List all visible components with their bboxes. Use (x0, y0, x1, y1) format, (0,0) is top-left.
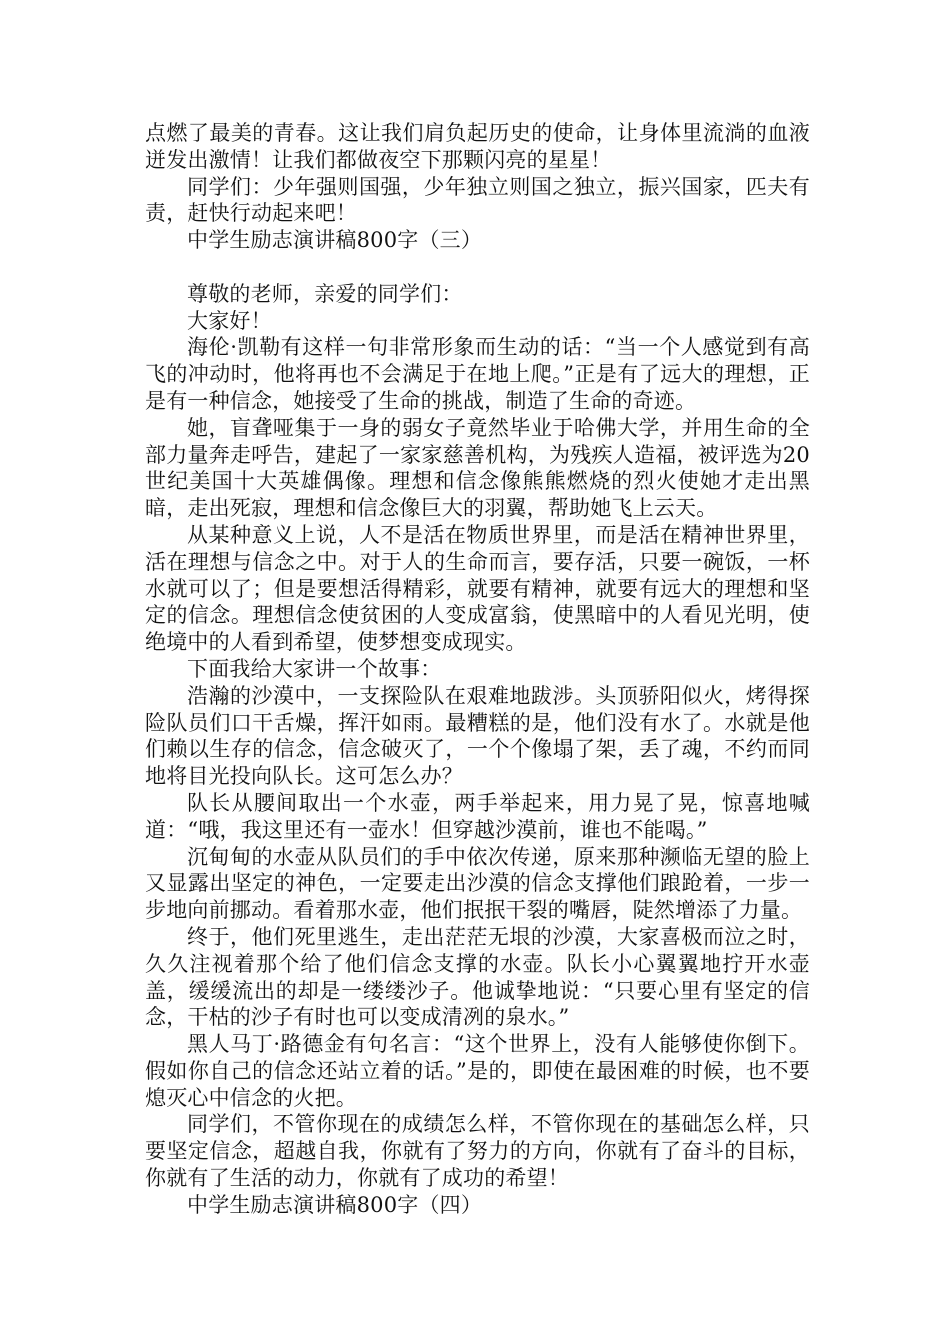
document-body (145, 120, 810, 1219)
paragraph: 浩瀚的沙漠中，一支探险队在艰难地跋涉。头顶骄阳似火，烤得探险队员们口干舌燥，挥汗如雨。最糟糕的是，他们没有水了。水就是他们赖以生存的信念，信念破灭了，一个个像塌了架，丢了魂，不约而同地将目光投向队长。这可怎么办？ (145, 683, 810, 789)
paragraph: 点燃了最美的青春。这让我们肩负起历史的使命，让身体里流淌的血液迸发出激情！让我们都做夜空下那颗闪亮的星星！ (145, 121, 810, 172)
paragraph: 同学们，不管你现在的成绩怎么样，不管你现在的基础怎么样，只要坚定信念，超越自我，你就有了努力的方向，你就有了奋斗的目标，你就有了生活的动力，你就有了成功的希望！ (145, 1112, 810, 1191)
blank-line (145, 254, 810, 281)
section-heading: 中学生励志演讲稿800字（四） (187, 1192, 483, 1217)
paragraph: 她，盲聋哑集于一身的弱女子竟然毕业于哈佛大学，并用生命的全部力量奔走呼告，建起了一家家慈善机构，为残疾人造福，被评选为20世纪美国十大英雄偶像。理想和信念像熊熊燃烧的烈火使她才走出黑暗，走出死寂，理想和信念像巨大的羽翼，帮助她飞上云天。 (145, 415, 810, 521)
paragraph: 同学们：少年强则国强，少年独立则国之独立，振兴国家，匹夫有责，赶快行动起来吧！ (145, 174, 810, 226)
paragraph: 从某种意义上说，人不是活在物质世界里，而是活在精神世界里，活在理想与信念之中。对于人的生命而言，要存活，只要一碗饭，一杯水就可以了；但是要想活得精彩，就要有精神，就要有远大的理想和坚定的信念。理想信念使贫困的人变成富翁，使黑暗中的人看见光明，使绝境中的人看到希望，使梦想变成现实。 (145, 522, 810, 655)
section-heading: 中学生励志演讲稿800字（三） (187, 228, 483, 253)
paragraph: 下面我给大家讲一个故事： (187, 656, 442, 681)
paragraph: 沉甸甸的水壶从队员们的手中依次传递，原来那种濒临无望的脸上又显露出坚定的神色，一定要走出沙漠的信念支撑他们踉跄着，一步一步地向前挪动。看着那水壶，他们抿抿干裂的嘴唇，陡然增添了力量。 (145, 844, 810, 923)
paragraph: 海伦·凯勒有这样一句非常形象而生动的话：“当一个人感觉到有高飞的冲动时，他将再也不会满足于在地上爬。”正是有了远大的理想，正是有一种信念，她接受了生命的挑战，制造了生命的奇迹。 (145, 335, 810, 413)
paragraph: 黑人马丁·路德金有句名言：“这个世界上，没有人能够使你倒下。假如你自己的信念还站立着的话。”是的，即使在最困难的时候，也不要熄灭心中信念的火把。 (145, 1032, 810, 1110)
document-page (145, 120, 810, 1219)
paragraph: 大家好！ (187, 308, 272, 333)
paragraph: 队长从腰间取出一个水壶，两手举起来，用力晃了晃，惊喜地喊道：“哦，我这里还有一壶水！但穿越沙漠前，谁也不能喝。” (145, 790, 810, 842)
paragraph: 尊敬的老师，亲爱的同学们： (187, 281, 463, 306)
paragraph: 终于，他们死里逃生，走出茫茫无垠的沙漠，大家喜极而泣之时，久久注视着那个给了他们信念支撑的水壶。队长小心翼翼地拧开水壶盖，缓缓流出的却是一缕缕沙子。他诚挚地说：“只要心里有坚定的信念，干枯的沙子有时也可以变成清冽的泉水。” (145, 924, 810, 1030)
